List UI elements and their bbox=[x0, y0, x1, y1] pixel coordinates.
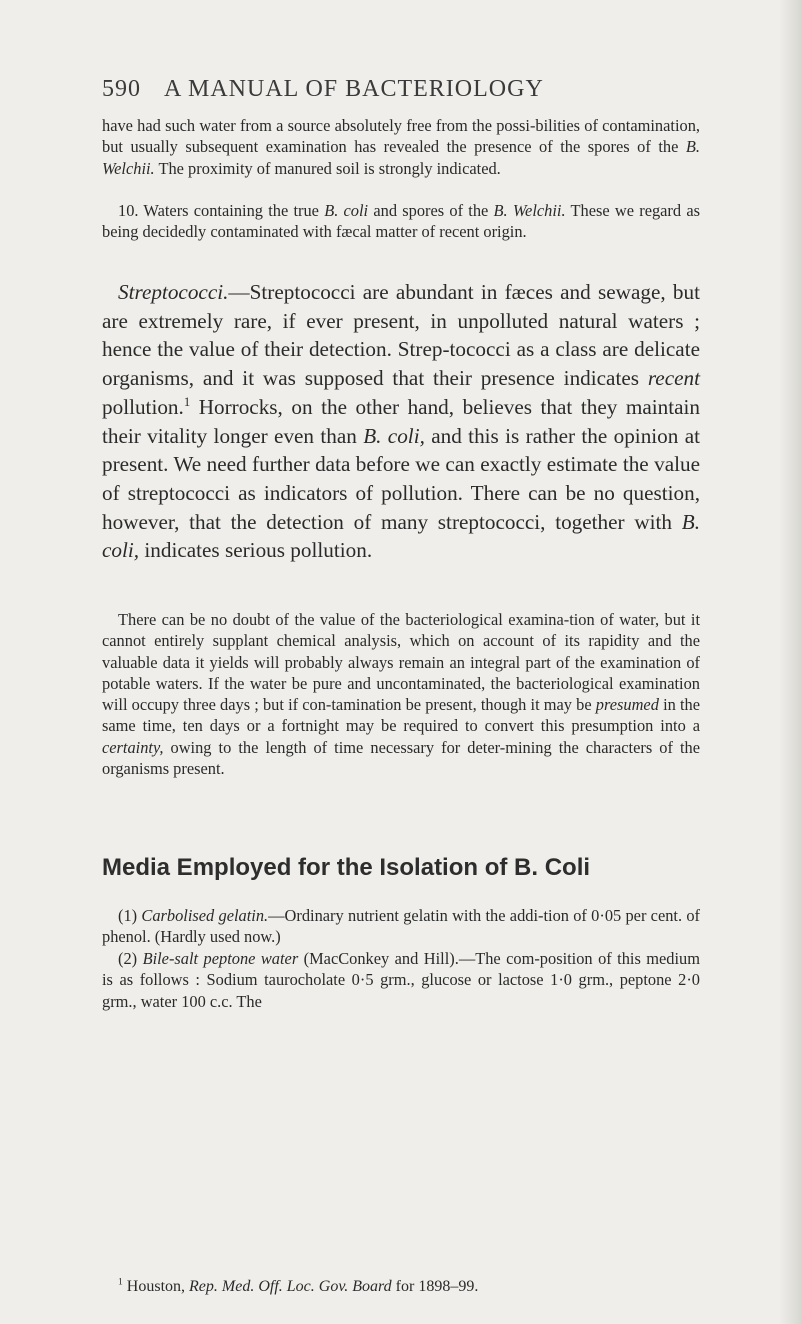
section-heading: Media Employed for the Isolation of B. Coli bbox=[102, 854, 591, 881]
media-item-1: (1) Carbolised gelatin.—Ordinary nutrient gelatin with the addi-tion of 0·05 per cent. of phenol. (Hardly used now.) bbox=[102, 906, 700, 947]
footnote: $^1$ Houston, Rep. Med. Off. Loc. Gov. Board for 1898–99. bbox=[118, 1276, 479, 1295]
footnote-mark: 1 bbox=[118, 1276, 123, 1288]
list-item-10: 10. Waters containing the true B. coli and spores of the B. Welchii. These we regard as being decidedly contaminated with fæcal matter of recent origin. bbox=[102, 201, 700, 242]
paragraph-possibilities: have had such water from a source absolutely free from the possi-bilities of contamination, but usually subsequent examination has revealed the presence of the spores of the B. Welchii. The proximity of manured soil is strongly indicated. bbox=[102, 116, 700, 178]
paragraph-streptococci: Streptococci.—Streptococci are abundant in fæces and sewage, but are extremely rare, if ever present, in unpolluted natural waters ; hence the value of their detection. Strep-tococci as a class are delicate organisms, and it was supposed that their presence indicates recent pollution.$^1$ Horrocks, on the other hand, believes that they maintain their vitality longer even than B. coli, and this is rather the opinion at present. We need further data before we can exactly estimate the value of streptococci as indicators of pollution. There can be no question, however, that the detection of many streptococci, together with B. coli, indicates serious pollution. bbox=[102, 280, 701, 563]
page-edge-shadow bbox=[779, 0, 801, 1324]
media-item-2: (2) Bile-salt peptone water (MacConkey and Hill).—The com-position of this medium is as follows : Sodium taurocholate 0·5 grm., glucose or lactose 1·0 grm., peptone 2·0 grm., water 100 c.c. The bbox=[102, 949, 700, 1011]
page-number: 590 bbox=[102, 76, 141, 102]
streptococci-title: Streptococci. bbox=[118, 280, 229, 304]
footnote-ref: 1 bbox=[183, 394, 191, 409]
running-head bbox=[102, 76, 702, 103]
running-title: A MANUAL OF BACTERIOLOGY bbox=[164, 76, 544, 102]
paragraph-bacteriological-examination: There can be no doubt of the value of the bacteriological examina-tion of water, but it cannot entirely supplant chemical analysis, which on account of its rapidity and the valuable data it yields will probably always remain an integral part of the examination of potable waters. If the water be pure and uncontaminated, the bacteriological examination will occupy three days ; but if con-tamination be present, though it may be presumed in the same time, ten days or a fortnight may be required to convert this presumption into a certainty, owing to the length of time necessary for deter-mining the characters of the organisms present. bbox=[102, 610, 700, 779]
